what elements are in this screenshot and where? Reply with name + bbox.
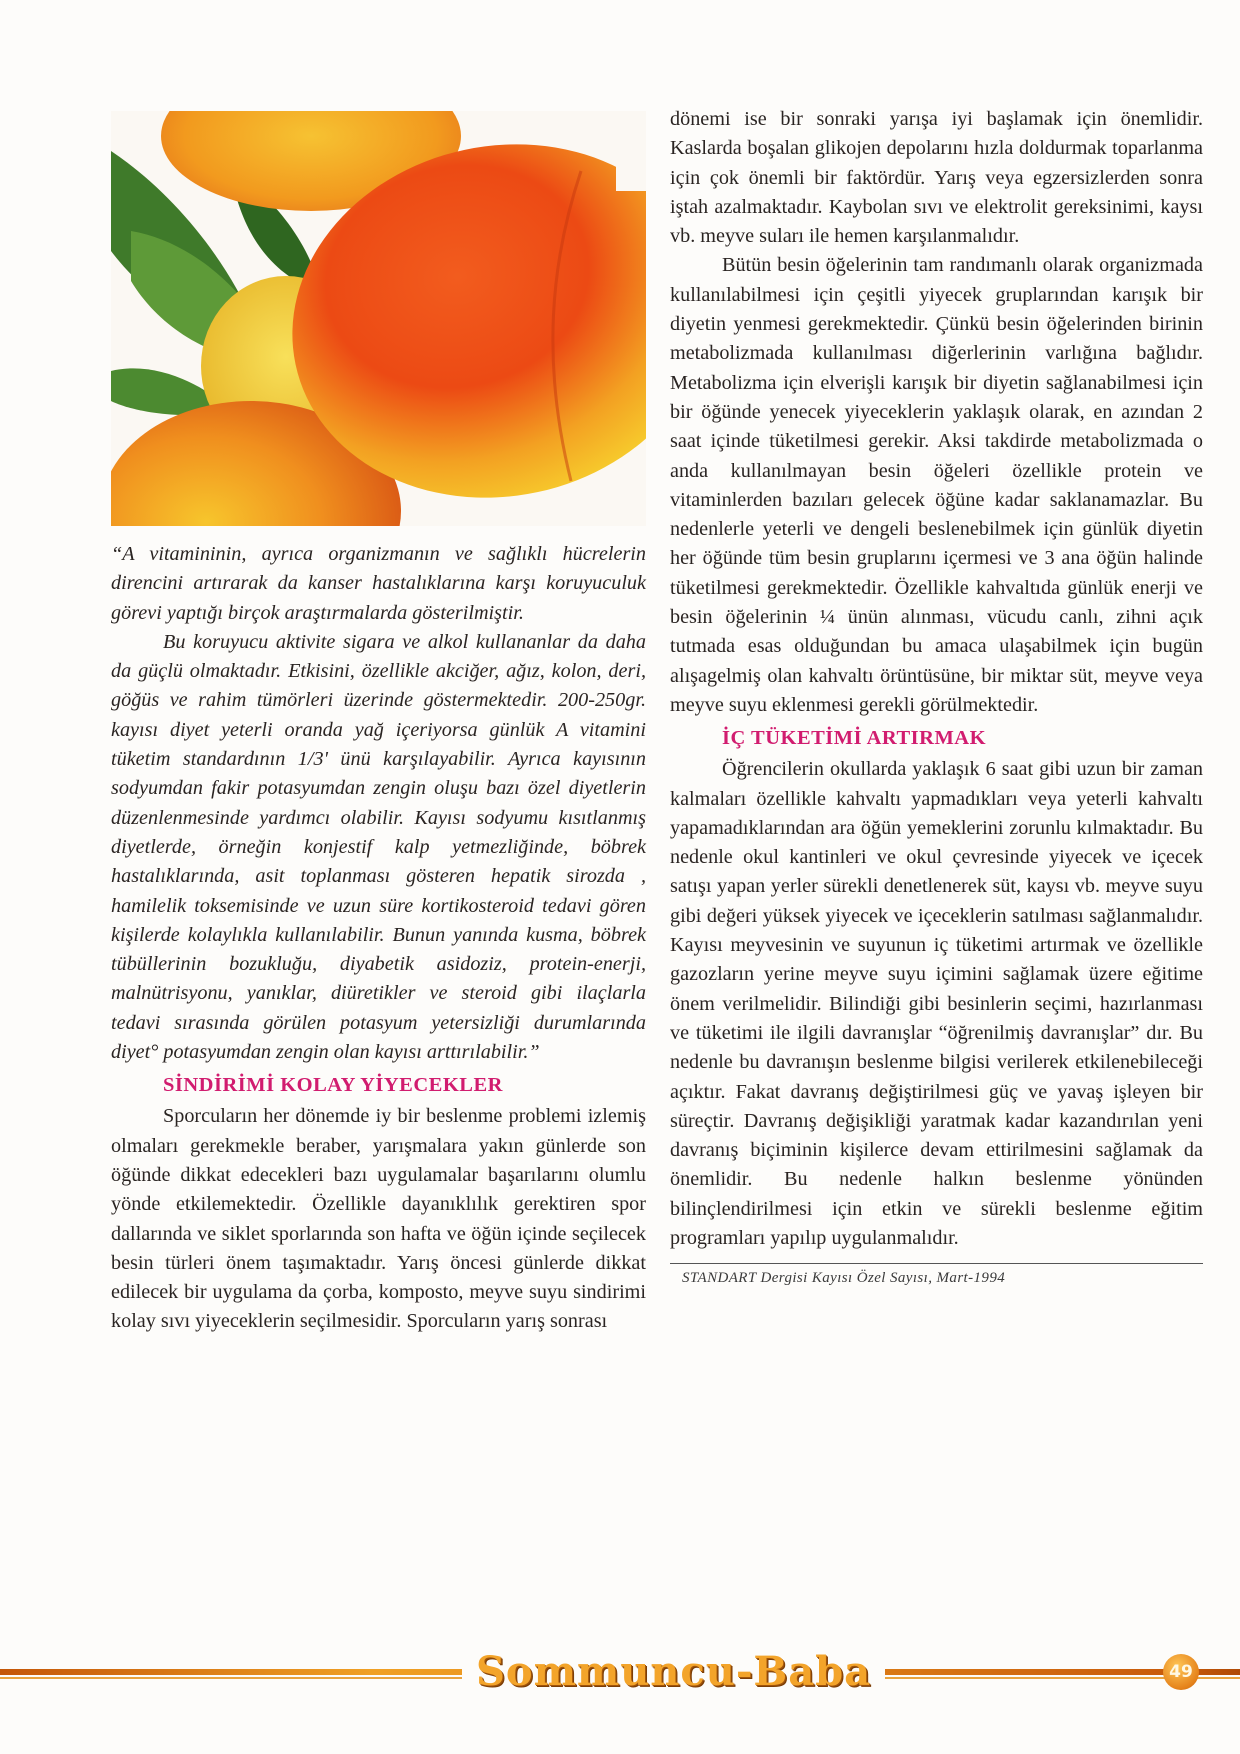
body-paragraph-recovery: dönemi ise bir sonraki yarışa iyi başlamak için önemlidir. Kaslarda boşalan glikojen depolarını hızla doldurmak toparlanma için çok önemli bir faktördür. Yarış veya egzersizlerden sonra iştah azalmaktadır. Kaybolan sıvı ve elektrolit gereksinimi, kaysı vb. meyve suları ile hemen karşılanmalıdır. (670, 108, 1203, 248)
body-paragraph-students: Öğrencilerin okullarda yaklaşık 6 saat gibi uzun bir zaman kalmaları özellikle kahvaltı yapmadıkları veya yeterli kahvaltı yapamadıklarından ara öğün yemeklerini zorunlu kılmaktadır. Bu nedenle okul kantinleri ve okul çevresinde yiyecek ve içecek satışı yapan yerler sürekli denetlenerek süt, kaysı vb. meyve suyu gibi değeri yüksek yiyecek ve içeceklerin satılması sağlanmalıdır. Kayısı meyvesinin ve suyunun iç tüketimi artırmak ve özellikle gazozların yerine meyve suyu içimini sağlamak üzere eğitime önem verilmelidir. Bilindiği gibi besinlerin seçimi, hazırlanması ve tüketimi ile ilgili davranışlar “öğrenilmiş davranışlar” dır. Bu nedenle bu davranışın beslenme bilgisi verilerek etkilenebileceği açıktır. Fakat davranış değiştirilmesi güç ve yavaş işleyen bir süreçtir. Davranış değişikliği yaratmak kadar kazandırılan yeni davranış biçiminin kişilerce devam ettirilmesini sağlamak da önemlidir. Bu nedenle halkın beslenme yönünden bilinçlendirilmesi için etkin ve sürekli beslenme eğitim programları yapılıp uygulanmalıdır. (670, 758, 1203, 1249)
apricots-illustration (111, 111, 646, 526)
magazine-logo: Sommuncu-Baba (462, 1648, 885, 1696)
source-citation: STANDART Dergisi Kayısı Özel Sayısı, Mart-1994 (682, 1270, 1006, 1287)
section-heading-domestic-consumption: İÇ TÜKETİMİ ARTIRMAK (722, 727, 987, 750)
quote-paragraph-2: Bu koruyucu aktivite sigara ve alkol kullananlar da daha da güçlü olmaktadır. Etkisini, özellikle akciğer, ağız, kolon, deri, göğüs ve rahim tümörleri üzerinde göstermektedir. 200-250gr. kayısı diyet yeterli oranda yağ içeriyorsa günlük A vitamini tüketim standardının 1/3' ünü karşılayabilir. Ayrıca kayısının sodyumdan fakir potasyumdan zengin oluşu bazı özel diyetlerin düzenlenmesinde yardımcı olabilir. Kayısı sodyumu kısıtlanmış diyetlerde, örneğin konjestif kalp yetmezliğinde, böbrek hastalıklarında, asit toplanması gösteren hepatik sirozda , hamilelik toksemisinde ve uzun süre kortikosteroid tedavi gören kişilerde kolaylıkla kullanılabilir. Bunun yanında kusma, böbrek tübüllerinin bozukluğu, diyabetik asidoziz, protein-enerji, malnütrisyonu, yanıklar, diüretikler ve steroid gibi ilaçlarla tedavi sırasında görülen potasyum yetersizliği durumlarında diyet° potasyumdan zengin olan kayısı arttırılabilir.” (111, 630, 646, 1064)
body-paragraph-mixed-diet: Bütün besin öğelerinin tam randımanlı olarak organizmada kullanılabilmesi için çeşitli yiyecek gruplarından karışık bir diyetin yenmesi gerekmektedir. Çünkü besin öğelerinden birinin metabolizmada kullanılması diğerlerinin varlığına bağlıdır. Metabolizma için elverişli karışık bir diyetin sağlanabilmesi için bir öğünde yenecek yiyeceklerin yaklaşık olarak, en azından 2 saat içinde tüketilmesi gerekir. Aksi takdirde metabolizmada o anda kullanılmayan besin öğeleri özellikle protein ve vitaminlerden bazıları gelecek öğüne kadar saklanamazlar. Bu nedenlerle yeterli ve dengeli beslenebilmek için günlük diyetin her öğünde tüm besin gruplarını içermesi ve 3 ana öğün halinde tüketilmesi gerekmektedir. Özellikle kahvaltıda günlük enerji ve besin öğelerinin ¼ ünün alınması, vücudu canlı, zihni açık tutmada esas olduğundan bu amaca ulaşabilmek için bugün alışagelmiş olan kahvaltı örüntüsüne, bir miktar süt, meyve veya meyve suyu eklenmesi gerekli görülmektedir. (670, 254, 1203, 716)
page-footer (0, 1648, 1240, 1696)
left-column (111, 540, 646, 1337)
source-divider (670, 1263, 1203, 1264)
quote-paragraph-1: “A vitamininin, ayrıca organizmanın ve sağlıklı hücrelerin direncini artırarak da kanser hastalıklarına karşı koruyuculuk görevi yaptığı birçok araştırmalarda gösterilmiştir. (111, 543, 646, 624)
section-heading-digestible-foods: SİNDİRİMİ KOLAY YİYECEKLER (163, 1074, 503, 1097)
page-number: 49 (1163, 1654, 1199, 1690)
right-column (670, 105, 1203, 1287)
apricots-photo (111, 111, 646, 526)
body-paragraph-athletes: Sporcuların her dönemde iy bir beslenme problemi izlemiş olmaları gerekmekle beraber, yarışmalara yakın günlerde son öğünde dikkat edecekleri bazı uygulamalar başarılarını olumlu yönde etkilemektedir. Özellikle dayanıklılık gerektiren spor dallarında ve siklet sporlarında son hafta ve öğün içinde seçilecek besin türleri önem taşımaktadır. Yarış öncesi günlerde dikkat edilecek bir uygulama da çorba, komposto, meyve suyu sindirimi kolay sıvı yiyeceklerin seçilmesidir. Sporcuların yarış sonrası (111, 1105, 646, 1333)
